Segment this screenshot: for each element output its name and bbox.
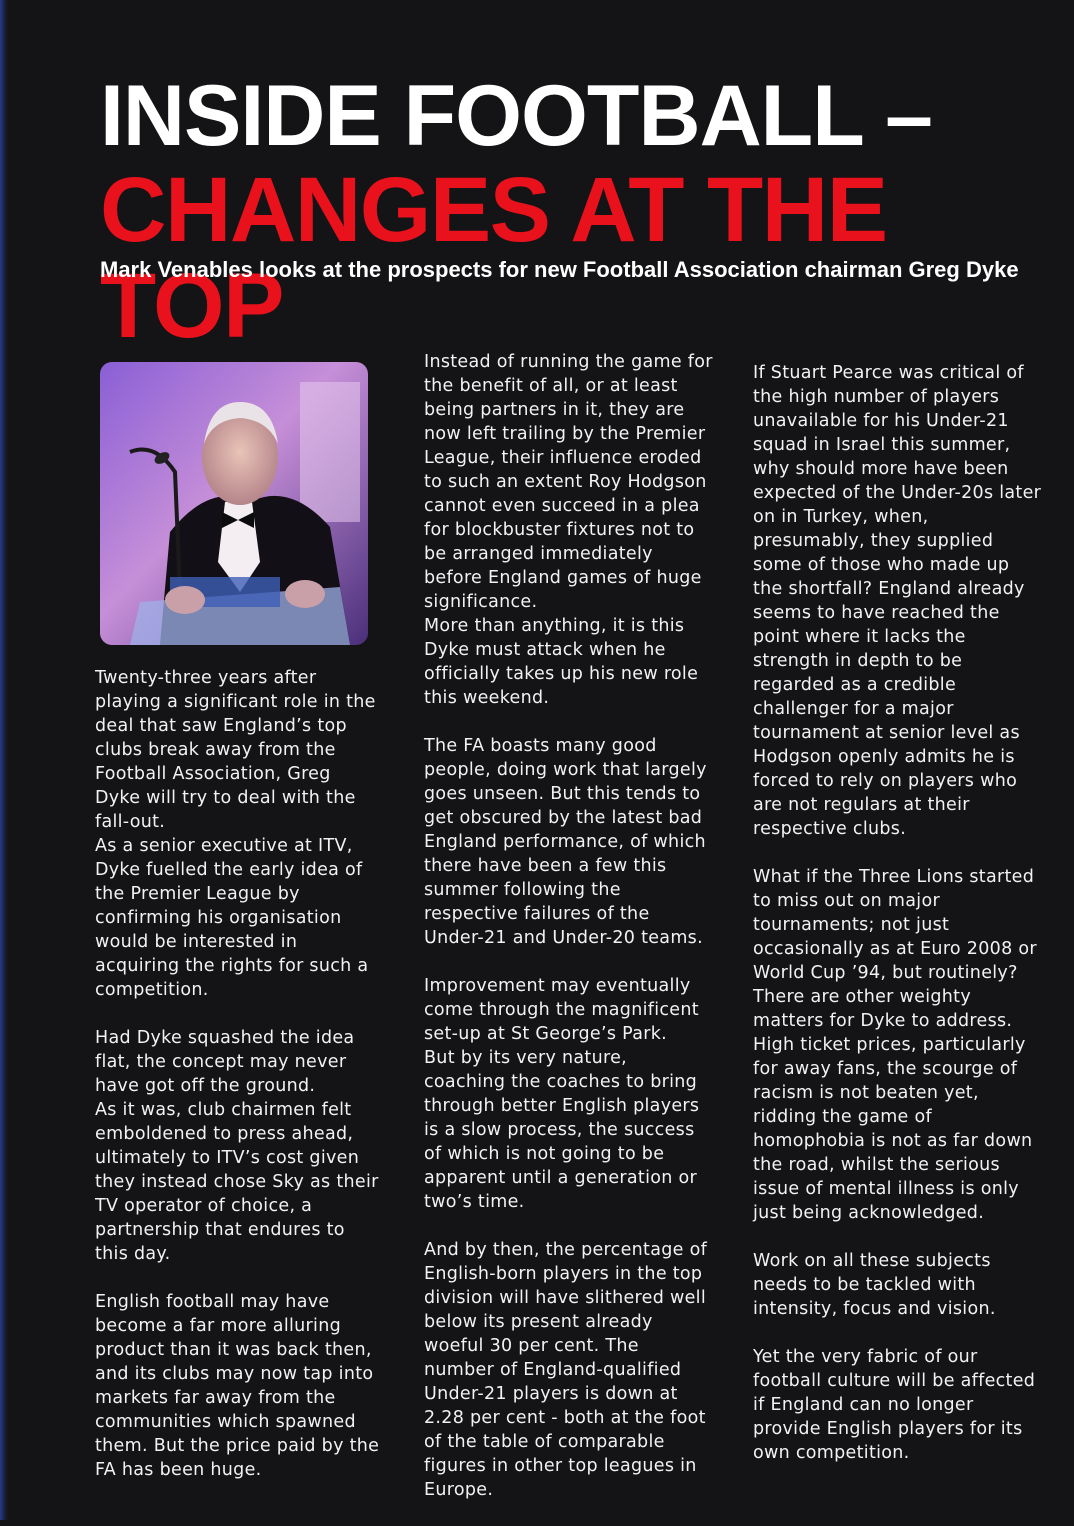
article-column-2 xyxy=(424,350,714,1526)
paragraph: Twenty-three years after playing a significant role in the deal that saw England’s top clubs break away from the Football Association, Greg Dyke will try to deal with the fall-out. xyxy=(95,668,376,832)
paragraph: English football may have become a far more alluring product than it was back then, and its clubs may now tap into markets far away from the communities which spawned them. But the price paid by the FA has been huge. xyxy=(95,1292,380,1480)
page-spine-edge xyxy=(0,0,8,1520)
paragraph: What if the Three Lions started to miss out on major tournaments; not just occasionally as at Euro 2008 or World Cup ’94, but routinely? There are other weighty matters for Dyke to address. High ticket prices, particularly for away fans, the scourge of racism is not beaten yet, ridding the game of homophobia is not as far down the road, whilst the serious issue of mental illness is only just being acknowledged. xyxy=(753,867,1037,1223)
paragraph: And by then, the percentage of English-born players in the top division will have slithered well below its present already woeful 30 per cent. The number of England-qualified Under-21 players is down at 2.28 per cent - both at the foot of the table of comparable figures in other top leagues in Europe. xyxy=(424,1240,708,1500)
paragraph: More than anything, it is this Dyke must attack when he officially takes up his new role this weekend. xyxy=(424,616,699,708)
standfirst: Mark Venables looks at the prospects for new Football Association chairman Greg Dyke xyxy=(100,257,1019,282)
headline-line-2: CHANGES AT THE TOP xyxy=(100,159,887,357)
article-column-1 xyxy=(95,666,380,1506)
paragraph: Improvement may eventually come through the magnificent set-up at St George’s Park. xyxy=(424,976,699,1044)
paragraph: As it was, club chairmen felt emboldened to press ahead, ultimately to ITV’s cost given they instead chose Sky as their TV operator of choice, a partnership that endures to this day. xyxy=(95,1100,379,1264)
paragraph: But by its very nature, coaching the coaches to bring through better English players is a slow process, the success of which is not going to be apparent until a generation or two’s time. xyxy=(424,1048,700,1212)
paragraph: If Stuart Pearce was critical of the high number of players unavailable for his Under-21 squad in Israel this summer, why should more have been expected of the Under-20s later on in Turkey, when, presumably, they supplied some of those who made up the shortfall? England already seems to have reached the point where it lacks the strength in depth to be regarded as a credible challenger for a major tournament at senior level as Hodgson openly admits he is forced to rely on players who are not regulars at their respective clubs. xyxy=(753,363,1042,839)
paragraph: Had Dyke squashed the idea flat, the concept may never have got off the ground. xyxy=(95,1028,355,1096)
headline-line-1: INSIDE FOOTBALL – xyxy=(100,68,932,164)
article-column-3 xyxy=(753,361,1043,1489)
paragraph: Work on all these subjects needs to be tackled with intensity, focus and vision. xyxy=(753,1251,996,1319)
paragraph: Yet the very fabric of our football culture will be affected if England can no longer provide English players for its own competition. xyxy=(753,1347,1036,1463)
paragraph: As a senior executive at ITV, Dyke fuelled the early idea of the Premier League by confirming his organisation would be interested in acquiring the rights for such a competition. xyxy=(95,836,369,1000)
paragraph: Instead of running the game for the benefit of all, or at least being partners in it, they are now left trailing by the Premier League, their influence eroded to such an extent Roy Hodgson cannot even succeed in a plea for blockbuster fixtures not to be arranged immediately before England games of huge significance. xyxy=(424,352,713,612)
paragraph: The FA boasts many good people, doing work that largely goes unseen. But this tends to get obscured by the latest bad England performance, of which there have been a few this summer following the respective failures of the Under-21 and Under-20 teams. xyxy=(424,736,707,948)
speaker-at-podium-photo xyxy=(100,362,368,645)
